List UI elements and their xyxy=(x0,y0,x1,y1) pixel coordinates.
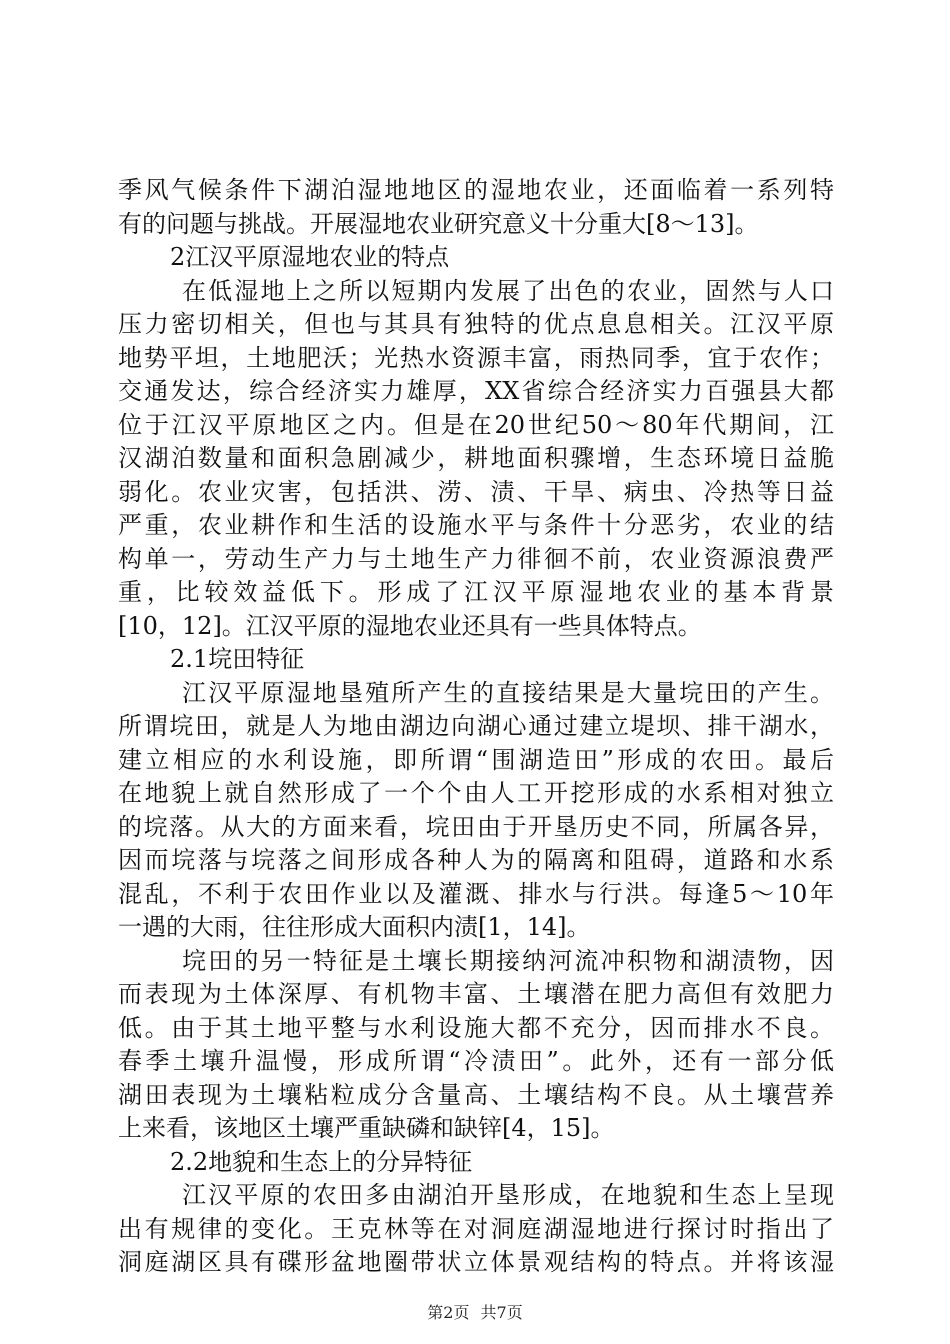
section-heading: 2.2地貌和生态上的分异特征 xyxy=(170,1147,473,1176)
paragraph-line: 重，比较效益低下。形成了江汉平原湿地农业的基本背景 xyxy=(118,578,834,606)
paragraph-line: [10，12]。江汉平原的湿地农业还具有一些具体特点。 xyxy=(118,611,702,640)
page-number: 第2页 xyxy=(427,1303,470,1322)
paragraph-line: 在低湿地上之所以短期内发展了出色的农业，固然与人口 xyxy=(182,276,834,305)
paragraph-line: 江汉平原湿地垦殖所产生的直接结果是大量垸田的产生。 xyxy=(182,678,834,707)
paragraph-line: 位于江汉平原地区之内。但是在20世纪50～80年代期间，江 xyxy=(118,410,834,439)
paragraph-line: 洞庭湖区具有碟形盆地圈带状立体景观结构的特点。并将该湿 xyxy=(118,1248,834,1276)
paragraph-line: 构单一，劳动生产力与土地生产力徘徊不前，农业资源浪费严 xyxy=(118,544,834,573)
paragraph-line: 垸田的另一特征是土壤长期接纳河流冲积物和湖渍物，因 xyxy=(182,946,834,975)
page-total: 共7页 xyxy=(480,1303,523,1322)
section-heading: 2江汉平原湿地农业的特点 xyxy=(170,243,450,271)
paragraph-line: 湖田表现为土壤粘粒成分含量高、土壤结构不良。从土壤营养 xyxy=(118,1080,834,1109)
paragraph-line: 所谓垸田，就是人为地由湖边向湖心通过建立堤坝、排干湖水， xyxy=(118,712,834,740)
section-heading: 2.1垸田特征 xyxy=(170,645,305,673)
paragraph-line: 严重，农业耕作和生活的设施水平与条件十分恶劣，农业的结 xyxy=(118,511,834,539)
paragraph-line: 地势平坦，土地肥沃；光热水资源丰富，雨热同季，宜于农作； xyxy=(118,343,834,372)
document-body xyxy=(118,174,834,1280)
paragraph-line: 而表现为土体深厚、有机物丰富、土壤潜在肥力高但有效肥力 xyxy=(118,980,834,1008)
paragraph-line: 上来看，该地区土壤严重缺磷和缺锌[4，15]。 xyxy=(118,1114,615,1142)
paragraph-line: 出有规律的变化。王克林等在对洞庭湖湿地进行探讨时指出了 xyxy=(118,1214,834,1243)
paragraph-line: 春季土壤升温慢，形成所谓“冷渍田”。此外，还有一部分低 xyxy=(118,1047,834,1075)
paragraph-line: 的垸落。从大的方面来看，垸田由于开垦历史不同，所属各异， xyxy=(118,812,834,841)
paragraph-line: 建立相应的水利设施，即所谓“围湖造田”形成的农田。最后 xyxy=(118,745,834,774)
paragraph-line: 低。由于其土地平整与水利设施大都不充分，因而排水不良。 xyxy=(118,1013,834,1042)
paragraph-line: 弱化。农业灾害，包括洪、涝、渍、干旱、病虫、冷热等日益 xyxy=(118,477,834,506)
paragraph-line: 一遇的大雨，往往形成大面积内渍[1，14]。 xyxy=(118,913,591,941)
paragraph-line: 江汉平原的农田多由湖泊开垦形成，在地貌和生态上呈现 xyxy=(182,1181,834,1209)
paragraph-line: 压力密切相关，但也与其具有独特的优点息息相关。江汉平原 xyxy=(118,310,834,338)
paragraph-line: 汉湖泊数量和面积急剧减少，耕地面积骤增，生态环境日益脆 xyxy=(118,444,834,472)
paragraph-line: 混乱，不利于农田作业以及灌溉、排水与行洪。每逢5～10年 xyxy=(118,879,834,908)
paragraph-line: 因而垸落与垸落之间形成各种人为的隔离和阻碍，道路和水系 xyxy=(118,846,834,874)
page-footer xyxy=(0,1300,950,1323)
paragraph-line: 有的问题与挑战。开展湿地农业研究意义十分重大[8～13]。 xyxy=(118,209,759,238)
paragraph-line: 在地貌上就自然形成了一个个由人工开挖形成的水系相对独立 xyxy=(118,779,834,807)
paragraph-line: 交通发达，综合经济实力雄厚，XX省综合经济实力百强县大都 xyxy=(118,377,834,405)
paragraph-line: 季风气候条件下湖泊湿地地区的湿地农业，还面临着一系列特 xyxy=(118,176,834,204)
